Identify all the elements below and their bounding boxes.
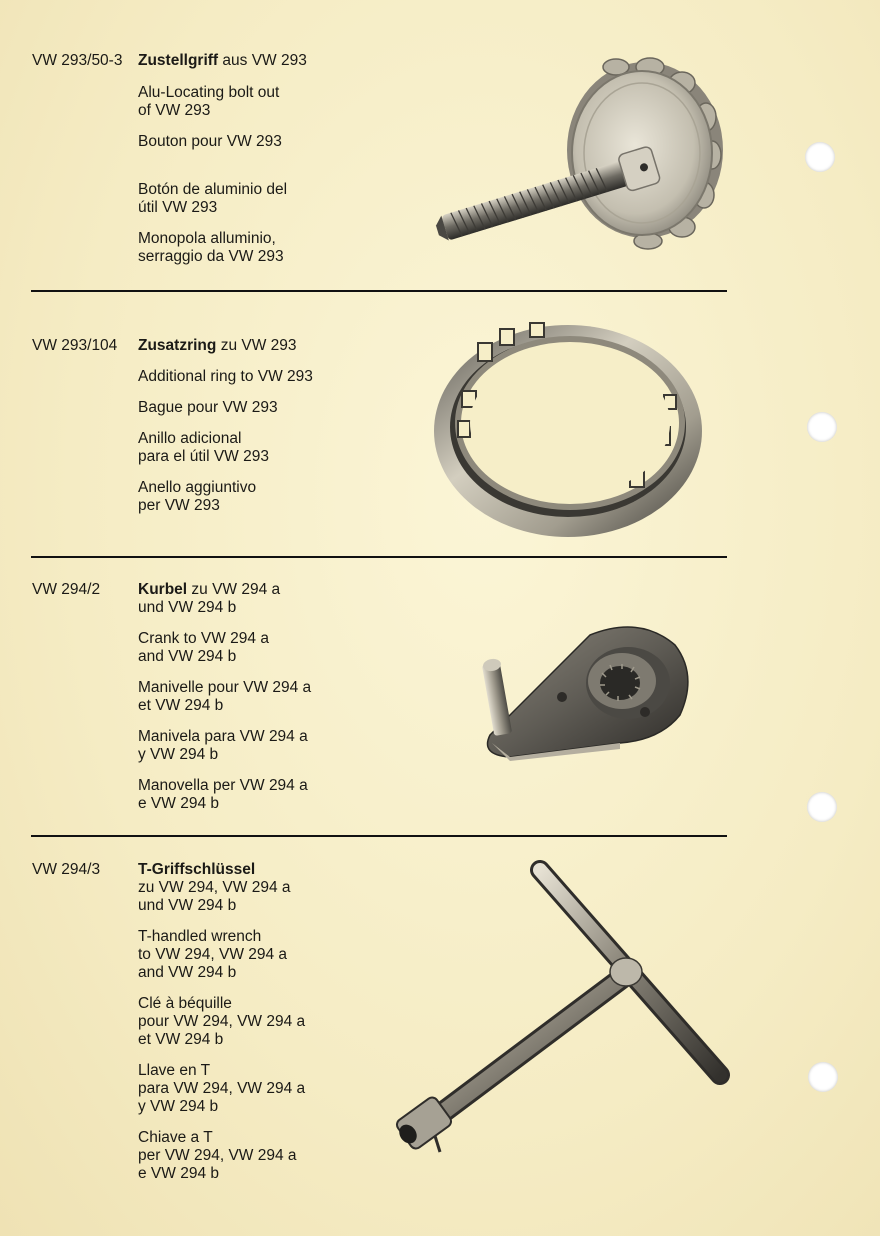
entry-text [138,337,313,515]
french-text [138,679,311,715]
english-text [138,368,313,386]
text-line: Alu-Locating bolt out [138,84,280,101]
entry-title-line2: und VW 294 b [138,599,237,616]
text-line: Llave en T [138,1062,211,1079]
section-divider [31,835,727,837]
entry-code: VW 293/50-3 [32,52,123,69]
text-line: pour VW 294, VW 294 a [138,1013,306,1030]
french-text [138,133,307,151]
entry-title: T-Griffschlüssel [138,861,256,878]
entry-title: Zusatzring [138,337,217,354]
text-line: Chiave a T [138,1129,213,1146]
entry-code: VW 294/2 [32,581,101,598]
text-line: Clé à béquille [138,995,232,1012]
text-line: Manivela para VW 294 a [138,728,308,745]
tool-illustration-t-wrench [390,860,740,1160]
binder-hole-3 [807,792,837,822]
spanish-text [138,181,307,217]
entry-title-line3: und VW 294 b [138,897,237,914]
text-line: e VW 294 b [138,1165,219,1182]
binder-hole-2 [807,412,837,442]
text-line: para el útil VW 293 [138,448,269,465]
text-line: et VW 294 b [138,1031,224,1048]
binder-hole-1 [805,142,835,172]
entry-title: Kurbel [138,581,188,598]
italian-text [138,1129,305,1183]
text-line: e VW 294 b [138,795,219,812]
french-text [138,995,305,1049]
italian-text [138,777,311,813]
text-line: Crank to VW 294 a [138,630,269,647]
entry-title-line [138,861,305,915]
entry-text [138,52,307,266]
tool-illustration-crank [470,615,700,775]
entry-text [138,861,305,1183]
text-line: Monopola alluminio, [138,230,276,247]
entry-title-line [138,337,313,355]
binder-hole-4 [808,1062,838,1092]
text-line: serraggio da VW 293 [138,248,284,265]
english-text [138,630,311,666]
tool-illustration-ring [430,315,710,545]
text-line: per VW 293 [138,497,220,514]
entry-title-line [138,581,311,617]
text-line: para VW 294, VW 294 a [138,1080,306,1097]
text-line: Manivelle pour VW 294 a [138,679,312,696]
section-divider [31,290,727,292]
text-line: of VW 293 [138,102,211,119]
text-line: and VW 294 b [138,964,237,981]
text-line: T-handled wrench [138,928,262,945]
entry-title-line [138,52,307,70]
text-line: y VW 294 b [138,746,219,763]
text-line: Anillo adicional [138,430,242,447]
text-line: and VW 294 b [138,648,237,665]
english-text [138,84,307,120]
text-line: Additional ring to VW 293 [138,368,313,385]
entry-title-suffix: zu VW 293 [220,337,297,354]
spanish-text [138,728,311,764]
italian-text [138,230,307,266]
entry-code: VW 294/3 [32,861,101,878]
italian-text [138,479,313,515]
text-line: per VW 294, VW 294 a [138,1147,297,1164]
tool-illustration-knob [430,55,730,265]
text-line: y VW 294 b [138,1098,219,1115]
entry-title-suffix: zu VW 294 a [191,581,281,598]
entry-title-suffix: aus VW 293 [222,52,307,69]
text-line: to VW 294, VW 294 a [138,946,288,963]
entry-code: VW 293/104 [32,337,118,354]
spanish-text [138,430,313,466]
text-line: Botón de aluminio del [138,181,288,198]
entry-title-line2: zu VW 294, VW 294 a [138,879,291,896]
text-line: Bouton pour VW 293 [138,133,282,150]
english-text [138,928,305,982]
text-line: útil VW 293 [138,199,218,216]
text-line: et VW 294 b [138,697,224,714]
french-text [138,399,313,417]
entry-title: Zustellgriff [138,52,219,69]
text-line: Bague pour VW 293 [138,399,278,416]
spanish-text [138,1062,305,1116]
entry-text [138,581,311,813]
section-divider [31,556,727,558]
text-line: Anello aggiuntivo [138,479,257,496]
text-line: Manovella per VW 294 a [138,777,308,794]
